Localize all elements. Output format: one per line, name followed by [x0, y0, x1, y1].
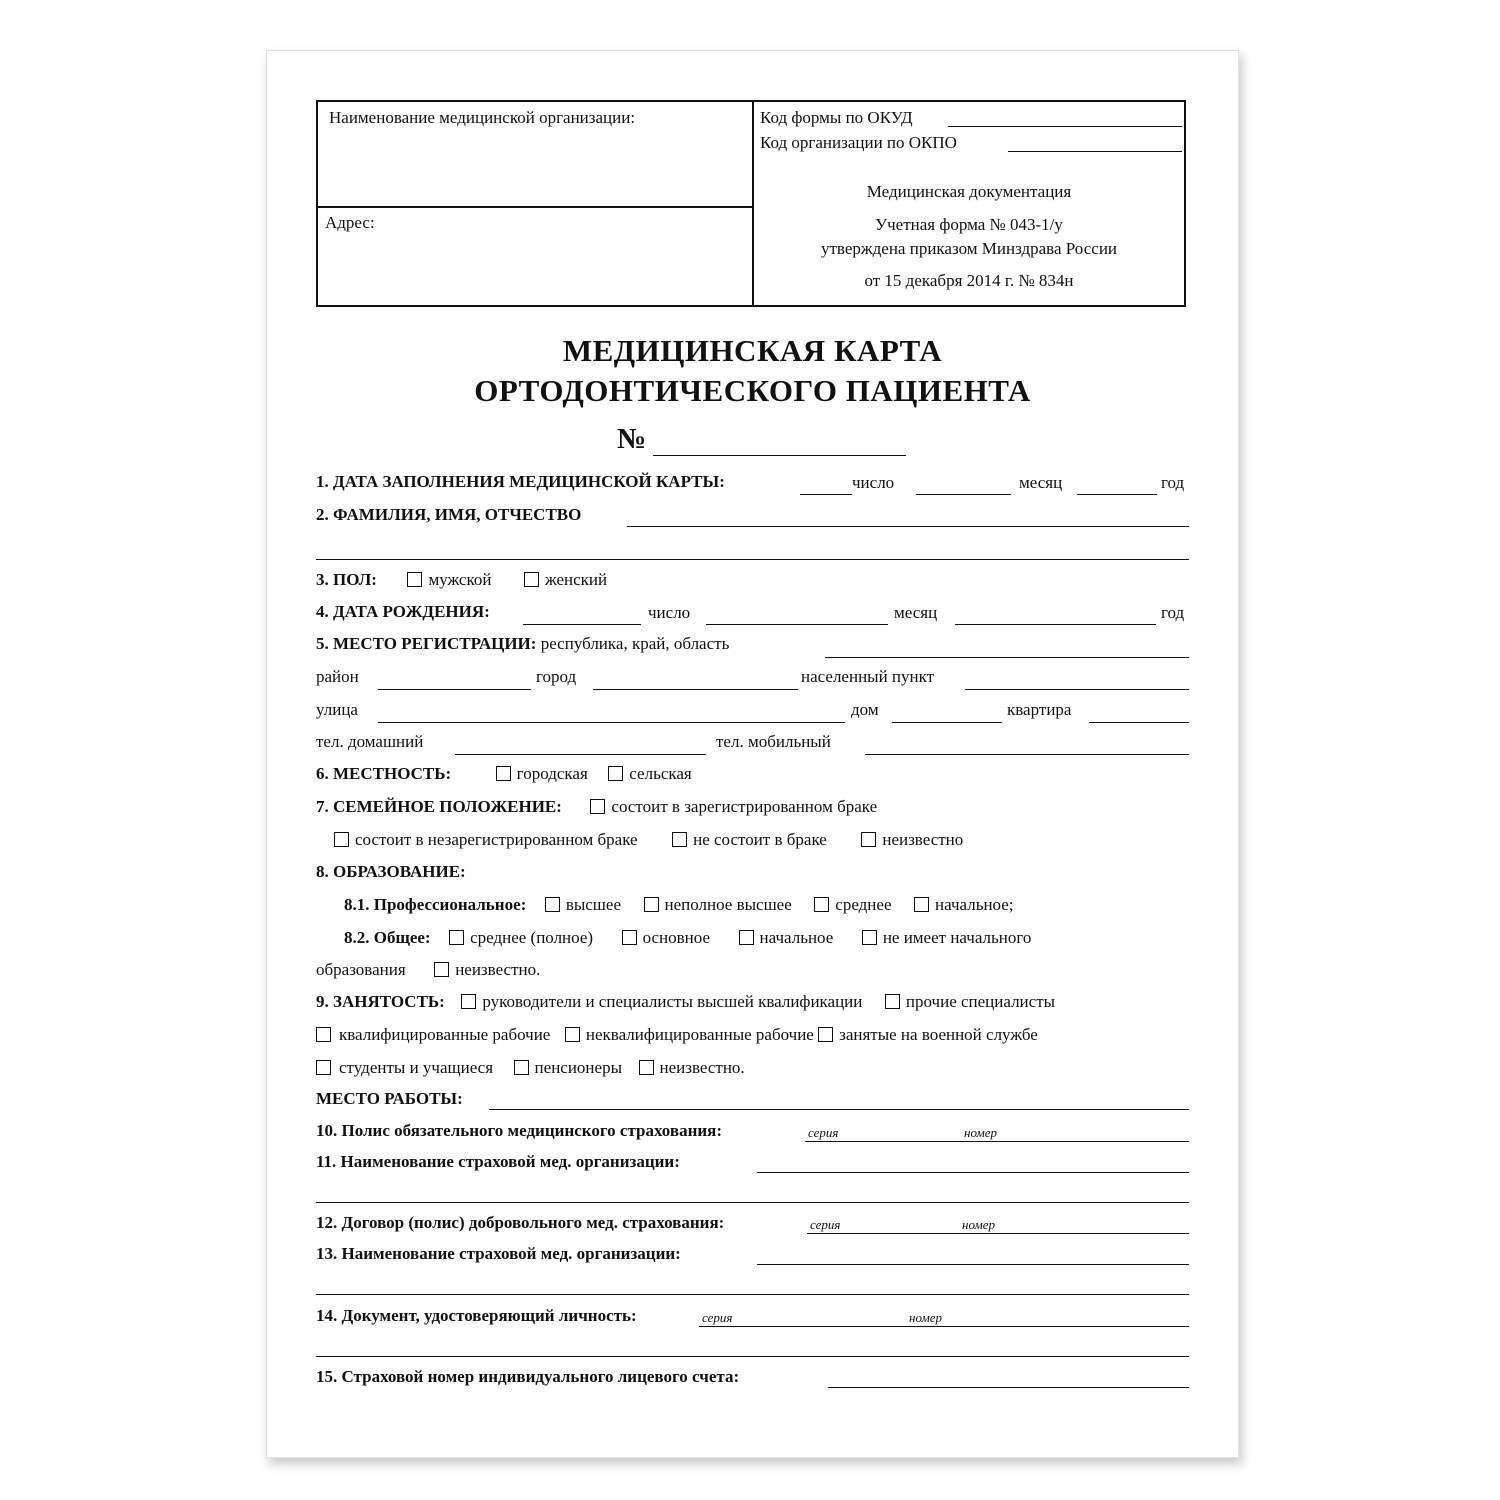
locality-urban-label: городская	[516, 764, 588, 783]
sex-male-label: мужской	[428, 570, 492, 589]
region-label: республика, край, область	[540, 634, 730, 653]
edu-higher-label: высшее	[565, 895, 621, 914]
id-series-label: серия	[702, 1310, 733, 1325]
gen-unknown-checkbox[interactable]	[434, 962, 449, 977]
page-title-line1: МЕДИЦИНСКАЯ КАРТА	[562, 333, 943, 368]
district-label: район	[316, 667, 359, 686]
dms-number-label: номер	[962, 1217, 996, 1232]
full-name-field[interactable]	[627, 526, 1189, 527]
okpo-label: Код организации по ОКПО	[760, 133, 957, 152]
edu-secondary-checkbox[interactable]	[814, 897, 829, 912]
emp-unskilled-checkbox[interactable]	[565, 1027, 580, 1042]
house-label: дом	[851, 700, 879, 719]
emp-pensioners-label: пенсионеры	[534, 1058, 622, 1077]
employment-row-3	[316, 1058, 745, 1078]
marital-registered-checkbox[interactable]	[590, 799, 605, 814]
sex-female-checkbox[interactable]	[524, 572, 539, 587]
education-label: 8. ОБРАЗОВАНИЕ:	[316, 862, 466, 881]
employment-row-2	[316, 1025, 1038, 1045]
marital-row: 7. СЕМЕЙНОЕ ПОЛОЖЕНИЕ: состоит в зарегистрированном браке	[316, 797, 878, 816]
marital-not-married-label: не состоит в браке	[693, 830, 827, 849]
birth-date-label: 4. ДАТА РОЖДЕНИЯ:	[316, 602, 490, 621]
id-document-label: 14. Документ, удостоверяющий личность:	[316, 1306, 637, 1325]
marital-registered-label: состоит в зарегистрированном браке	[611, 797, 878, 816]
gen-basic-checkbox[interactable]	[622, 930, 637, 945]
okud-code-field[interactable]	[948, 126, 1182, 127]
snils-field[interactable]	[828, 1387, 1189, 1388]
edu-incomplete-higher-label: неполное высшее	[664, 895, 792, 914]
insurer-2-field-line2[interactable]	[316, 1294, 1189, 1295]
emp-managers-checkbox[interactable]	[461, 994, 476, 1009]
apartment-label: квартира	[1007, 700, 1072, 719]
apartment-field[interactable]	[1089, 722, 1189, 723]
mobile-phone-field[interactable]	[865, 754, 1189, 755]
fill-date-label: 1. ДАТА ЗАПОЛНЕНИЯ МЕДИЦИНСКОЙ КАРТЫ:	[316, 472, 725, 491]
edu-higher-checkbox[interactable]	[545, 897, 560, 912]
locality-row: 6. МЕСТНОСТЬ: городская сельская	[316, 764, 692, 783]
insurer-2-field[interactable]	[757, 1264, 1189, 1265]
education-general-row-2	[316, 960, 540, 980]
snils-label: 15. Страховой номер индивидуального лицевого счета:	[316, 1367, 740, 1386]
gen-complete-secondary-label: среднее (полное)	[470, 928, 594, 947]
sex-row: 3. ПОЛ: мужской женский	[316, 570, 608, 589]
insurer-1-field-line2[interactable]	[316, 1202, 1189, 1203]
home-phone-field[interactable]	[455, 754, 706, 755]
insurer-2-label: 13. Наименование страховой мед. организации:	[316, 1244, 681, 1263]
oms-number-label: номер	[964, 1125, 998, 1140]
card-number-field[interactable]	[653, 455, 906, 456]
emp-military-label: занятые на военной службе	[839, 1025, 1038, 1044]
home-phone-label: тел. домашний	[316, 732, 424, 751]
birth-date-month-field[interactable]	[706, 624, 888, 625]
fill-date-day-field[interactable]	[800, 494, 852, 495]
card-number-sign: №	[617, 423, 647, 455]
emp-other-specialists-checkbox[interactable]	[885, 994, 900, 1009]
gen-primary-checkbox[interactable]	[739, 930, 754, 945]
emp-skilled-checkbox[interactable]	[316, 1027, 331, 1042]
city-field[interactable]	[593, 689, 798, 690]
oms-policy-field[interactable]	[805, 1141, 1189, 1142]
district-field[interactable]	[378, 689, 531, 690]
oms-series-label: серия	[808, 1125, 839, 1140]
id-document-field[interactable]	[699, 1326, 1189, 1327]
gen-none-label: не имеет начального	[882, 928, 1032, 947]
fill-date-month-field[interactable]	[916, 494, 1011, 495]
street-label: улица	[316, 700, 358, 719]
city-label: город	[536, 667, 577, 686]
oms-policy-label: 10. Полис обязательного медицинского страхования:	[316, 1121, 723, 1140]
registration-row: 5. МЕСТО РЕГИСТРАЦИИ: республика, край, область	[316, 634, 730, 653]
dms-policy-field[interactable]	[807, 1233, 1189, 1234]
employment-row: 9. ЗАНЯТОСТЬ: руководители и специалисты высшей квалификации прочие специалисты	[316, 992, 1056, 1011]
id-number-label: номер	[909, 1310, 943, 1325]
header-box	[316, 100, 1186, 307]
emp-pensioners-checkbox[interactable]	[514, 1060, 529, 1075]
birth-date-year-field[interactable]	[955, 624, 1156, 625]
okud-label: Код формы по ОКУД	[760, 108, 913, 127]
emp-other-specialists-label: прочие специалисты	[905, 992, 1056, 1011]
form-sheet	[266, 50, 1239, 1458]
emp-military-checkbox[interactable]	[818, 1027, 833, 1042]
page-title-line2: ОРТОДОНТИЧЕСКОГО ПАЦИЕНТА	[474, 373, 1031, 408]
street-field[interactable]	[378, 722, 845, 723]
locality-rural-label: сельская	[629, 764, 692, 783]
okpo-code-field[interactable]	[1008, 151, 1182, 152]
id-document-field-line2[interactable]	[316, 1356, 1189, 1357]
marital-row-2	[334, 830, 963, 850]
emp-unknown-checkbox[interactable]	[639, 1060, 654, 1075]
gen-none-cont-label: образования	[316, 960, 406, 979]
locality-rural-checkbox[interactable]	[608, 766, 623, 781]
settlement-field[interactable]	[965, 689, 1189, 690]
mobile-phone-label: тел. мобильный	[716, 732, 831, 751]
fill-date-year-label: год	[1161, 473, 1185, 492]
gen-complete-secondary-checkbox[interactable]	[449, 930, 464, 945]
gen-none-checkbox[interactable]	[862, 930, 877, 945]
house-field[interactable]	[892, 722, 1002, 723]
emp-students-label: студенты и учащиеся	[339, 1058, 494, 1077]
workplace-label: МЕСТО РАБОТЫ:	[316, 1089, 463, 1108]
fill-date-day-label: число	[852, 473, 895, 492]
edu-incomplete-higher-checkbox[interactable]	[644, 897, 659, 912]
emp-unknown-label: неизвестно.	[659, 1058, 745, 1077]
insurer-1-label: 11. Наименование страховой мед. организации:	[316, 1152, 680, 1171]
full-name-label: 2. ФАМИЛИЯ, ИМЯ, ОТЧЕСТВО	[316, 505, 582, 524]
education-professional-row: 8.1. Профессиональное: высшее неполное высшее среднее начальное;	[344, 895, 1014, 914]
workplace-field[interactable]	[489, 1109, 1189, 1110]
gen-basic-label: основное	[642, 928, 711, 947]
sex-female-label: женский	[544, 570, 608, 589]
locality-urban-checkbox[interactable]	[496, 766, 511, 781]
approved-date: от 15 декабря 2014 г. № 834н	[864, 271, 1074, 290]
emp-skilled-label: квалифицированные рабочие	[339, 1025, 551, 1044]
birth-date-day-field[interactable]	[523, 624, 641, 625]
region-field[interactable]	[825, 657, 1189, 658]
emp-unskilled-label: неквалифицированные рабочие	[585, 1025, 814, 1044]
birth-date-day-label: число	[648, 603, 691, 622]
emp-managers-label: руководители и специалисты высшей квалификации	[482, 992, 863, 1011]
education-general-row: 8.2. Общее: среднее (полное) основное начальное не имеет начального	[344, 928, 1032, 947]
insurer-1-field[interactable]	[757, 1172, 1189, 1173]
birth-date-year-label: год	[1161, 603, 1185, 622]
gen-unknown-label: неизвестно.	[455, 960, 541, 979]
edu-secondary-label: среднее	[835, 895, 892, 914]
settlement-label: населенный пункт	[801, 667, 935, 686]
header-horizontal-divider	[318, 206, 752, 208]
approved-by: утверждена приказом Минздрава России	[820, 239, 1118, 258]
marital-not-married-checkbox[interactable]	[672, 832, 687, 847]
form-number: Учетная форма № 043-1/у	[875, 215, 1063, 234]
full-name-field-line2[interactable]	[316, 559, 1189, 560]
dms-series-label: серия	[810, 1217, 841, 1232]
marital-unknown-label: неизвестно	[882, 830, 964, 849]
marital-unregistered-checkbox[interactable]	[334, 832, 349, 847]
marital-unknown-checkbox[interactable]	[861, 832, 876, 847]
edu-primary-checkbox[interactable]	[914, 897, 929, 912]
fill-date-year-field[interactable]	[1077, 494, 1157, 495]
address-label: Адрес:	[325, 213, 375, 232]
fill-date-month-label: месяц	[1019, 473, 1063, 492]
marital-unregistered-label: состоит в незарегистрированном браке	[355, 830, 638, 849]
doc-type: Медицинская документация	[866, 182, 1072, 201]
org-name-label: Наименование медицинской организации:	[329, 108, 636, 127]
emp-students-checkbox[interactable]	[316, 1060, 331, 1075]
birth-date-month-label: месяц	[894, 603, 938, 622]
dms-policy-label: 12. Договор (полис) добровольного мед. страхования:	[316, 1213, 725, 1232]
sex-male-checkbox[interactable]	[407, 572, 422, 587]
edu-primary-label: начальное;	[935, 895, 1014, 914]
gen-primary-label: начальное	[759, 928, 834, 947]
